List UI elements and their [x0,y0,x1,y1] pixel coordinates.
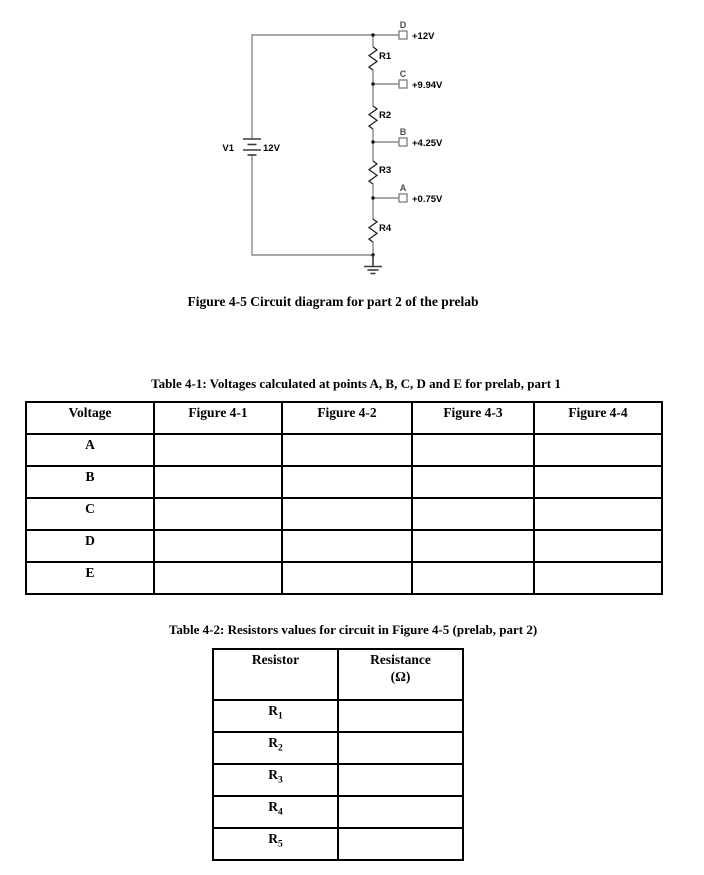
resistor-base: R [268,831,278,846]
junction-dot [371,196,374,199]
table1-title: Table 4-1: Voltages calculated at points A, B, C, D and E for prelab, part 1 [151,376,561,391]
table2-header-row [213,649,463,700]
resistor-subscript: 3 [278,775,283,786]
row-label-a: A [26,434,154,466]
table1-col-figure42: Figure 4-2 [282,402,412,434]
table1-row-d [26,530,662,562]
resistance-header-line2: (Ω) [390,668,411,684]
empty-cell [412,434,534,466]
wire-top-left [252,35,373,139]
row-label-c: C [26,498,154,530]
empty-cell [412,498,534,530]
node-c-voltage: +9.94V [412,80,443,91]
node-a-voltage: +0.75V [412,194,443,205]
empty-cell [154,562,282,594]
empty-cell [534,562,662,594]
table2-row-r1 [213,700,463,732]
row-label-b: B [26,466,154,498]
empty-cell [534,434,662,466]
empty-cell [534,466,662,498]
resistor-base: R [268,767,278,782]
table2-resistors [212,648,464,861]
row-label-d: D [26,530,154,562]
table1-col-voltage: Voltage [26,402,154,434]
row-label-r2 [213,732,338,764]
battery-value-label: 12V [263,143,280,154]
row-label-e: E [26,562,154,594]
resistor-r2-label: R2 [379,110,392,121]
junction-dot [371,140,374,143]
battery-name-label: V1 [222,143,234,154]
resistor-base: R [268,799,278,814]
figure-caption: Figure 4-5 Circuit diagram for part 2 of the prelab [187,294,479,309]
node-b-voltage: +4.25V [412,138,443,149]
row-label-r4 [213,796,338,828]
empty-cell [534,498,662,530]
circuit-diagram [190,10,480,288]
resistor-base: R [268,703,278,718]
table2-col-resistance [338,649,463,700]
table1-col-figure41: Figure 4-1 [154,402,282,434]
table1-row-e [26,562,662,594]
junction-dot [371,82,374,85]
ground-symbol [364,255,382,274]
resistor-subscript: 5 [278,839,283,850]
empty-cell [282,562,412,594]
empty-cell [154,466,282,498]
empty-cell [338,828,463,860]
table2-row-r2 [213,732,463,764]
node-c-label: C [399,69,407,79]
empty-cell [154,434,282,466]
node-a-label: A [399,183,407,193]
resistor-r1-label: R1 [379,51,392,62]
resistance-header-line1: Resistance [370,652,431,667]
row-label-r5 [213,828,338,860]
battery-symbol [243,139,261,155]
empty-cell [338,732,463,764]
empty-cell [282,530,412,562]
empty-cell [412,562,534,594]
resistor-subscript: 4 [278,807,283,818]
empty-cell [282,434,412,466]
probe-square-b [399,138,407,146]
table1-row-a [26,434,662,466]
table2-col-resistor: Resistor [213,649,338,700]
resistor-r4-label: R4 [379,223,392,234]
row-label-r3 [213,764,338,796]
table1-row-c [26,498,662,530]
table2-row-r3 [213,764,463,796]
empty-cell [338,764,463,796]
node-d-label: D [399,20,407,30]
node-d-voltage: +12V [412,31,435,42]
empty-cell [534,530,662,562]
empty-cell [154,530,282,562]
empty-cell [282,466,412,498]
table1-col-figure44: Figure 4-4 [534,402,662,434]
wire-bottom-left [252,155,373,255]
probe-square-d [399,31,407,39]
resistor-r3-symbol [369,161,377,184]
junction-dot [371,33,374,36]
resistor-r3-label: R3 [379,165,392,176]
probe-square-c [399,80,407,88]
row-label-r1 [213,700,338,732]
resistor-r2-symbol [369,106,377,129]
resistor-base: R [268,735,278,750]
node-b-label: B [399,127,407,137]
table2-row-r5 [213,828,463,860]
table1-voltages [25,401,663,595]
empty-cell [338,700,463,732]
probe-square-a [399,194,407,202]
resistor-r1-symbol [369,47,377,70]
empty-cell [154,498,282,530]
empty-cell [412,466,534,498]
empty-cell [412,530,534,562]
table2-row-r4 [213,796,463,828]
table1-row-b [26,466,662,498]
empty-cell [338,796,463,828]
table1-col-figure43: Figure 4-3 [412,402,534,434]
empty-cell [282,498,412,530]
resistor-r4-symbol [369,219,377,242]
table1-header-row [26,402,662,434]
table2-title: Table 4-2: Resistors values for circuit in Figure 4-5 (prelab, part 2) [168,622,538,637]
resistor-subscript: 1 [278,711,283,722]
resistor-subscript: 2 [278,743,283,754]
